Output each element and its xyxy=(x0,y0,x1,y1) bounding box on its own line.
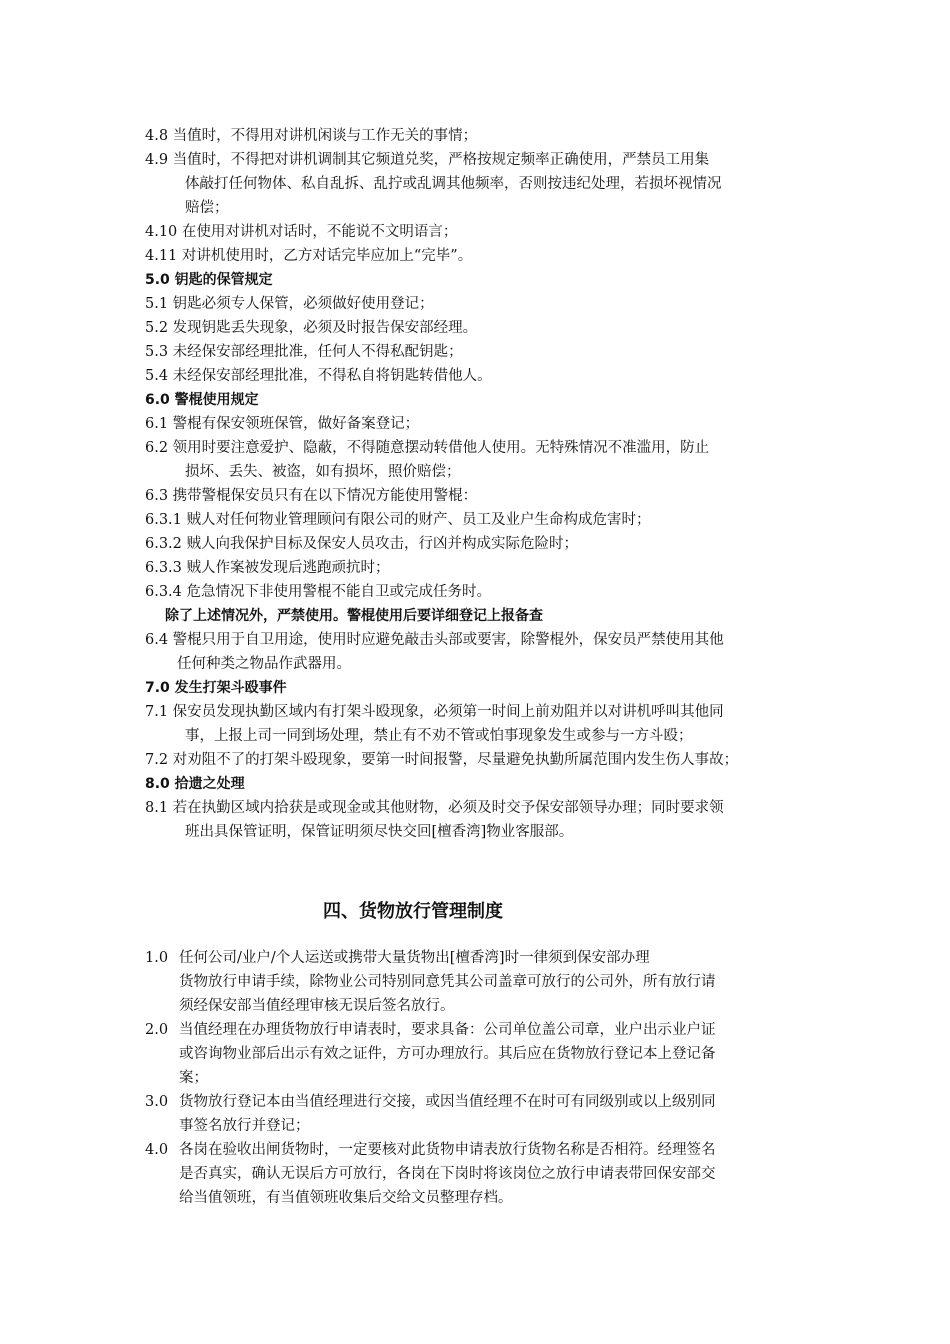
rule-line xyxy=(145,946,815,970)
rule-line: 4.9 当值时，不得把对讲机调制其它频道兑奖，严格按规定频率正确使用，严禁员工用集 xyxy=(145,152,710,168)
rule-line: 赔偿； xyxy=(185,200,229,216)
rule-line: 5.3 未经保安部经理批准，任何人不得私配钥匙； xyxy=(145,344,463,360)
rule-line: 4.10 在使用对讲机对话时，不能说不文明语言； xyxy=(145,224,458,240)
item-number: 4.0 xyxy=(145,1142,169,1158)
rule-line: 8.1 若在执勤区域内拾获是或现金或其他财物，必须及时交予保安部领导办理；同时要求领 xyxy=(145,800,724,816)
rule-line: 或咨询物业部后出示有效之证件，方可办理放行。其后应在货物放行登记本上登记备 xyxy=(179,1046,716,1062)
rule-line: 6.1 警棍有保安领班保管，做好备案登记； xyxy=(145,416,420,432)
rule-line: 事签名放行并登记； xyxy=(179,1118,310,1134)
regulation-list xyxy=(145,124,815,844)
cargo-rule-item xyxy=(145,1018,815,1090)
rule-line: 损坏、丢失、被盗，如有损坏，照价赔偿； xyxy=(185,464,461,480)
section-subheading: 8.0 拾遗之处理 xyxy=(145,776,245,792)
section-subheading: 6.0 警棍使用规定 xyxy=(145,392,259,408)
item-number: 2.0 xyxy=(145,1022,169,1038)
section-subheading: 5.0 钥匙的保管规定 xyxy=(145,272,273,288)
section-subheading: 7.0 发生打架斗殴事件 xyxy=(145,680,287,696)
rule-line: 5.2 发现钥匙丢失现象，必须及时报告保安部经理。 xyxy=(145,320,478,336)
emphasis-note: 除了上述情况外，严禁使用。警棍使用后要详细登记上报备查 xyxy=(165,608,543,624)
cargo-rule-item xyxy=(145,946,815,1018)
rule-line: 案； xyxy=(179,1070,208,1086)
rule-text: 各岗在验收出闸货物时，一定要核对此货物申请表放行货物名称是否相符。经理签名 xyxy=(179,1142,716,1158)
rule-text: 货物放行登记本由当值经理进行交接，或因当值经理不在时可有同级别或以上级别同 xyxy=(179,1094,716,1110)
section-heading: 四、货物放行管理制度 xyxy=(323,901,503,922)
rule-line: 4.11 对讲机使用时，乙方对话完毕应加上“完毕”。 xyxy=(145,248,473,264)
rule-line: 6.4 警棍只用于自卫用途，使用时应避免敲击头部或要害，除警棍外，保安员严禁使用其他 xyxy=(145,632,724,648)
item-number: 1.0 xyxy=(145,950,169,966)
rule-line: 5.1 钥匙必须专人保管，必须做好使用登记； xyxy=(145,296,434,312)
rule-text: 当值经理在办理货物放行申请表时，要求具备：公司单位盖公司章，业户出示业户证 xyxy=(179,1022,716,1038)
rule-line: 7.1 保安员发现执勤区域内有打架斗殴现象，必须第一时间上前劝阻并以对讲机呼叫其他同 xyxy=(145,704,724,720)
cargo-release-rules xyxy=(145,946,815,1210)
rule-line: 6.3.1 贼人对任何物业管理顾问有限公司的财产、员工及业户生命构成危害时； xyxy=(145,512,651,528)
rule-line: 事，上报上司一同到场处理，禁止有不劝不管或怕事现象发生或参与一方斗殴； xyxy=(185,728,693,744)
rule-line: 7.2 对劝阻不了的打架斗殴现象，要第一时间报警，尽量避免执勤所属范围内发生伤人事故； xyxy=(145,752,739,768)
rule-text: 任何公司/业户/个人运送或携带大量货物出[檀香湾]时一律须到保安部办理 xyxy=(179,950,650,966)
rule-line: 5.4 未经保安部经理批准，不得私自将钥匙转借他人。 xyxy=(145,368,492,384)
rule-line: 是否真实，确认无误后方可放行，各岗在下岗时将该岗位之放行申请表带回保安部交 xyxy=(179,1166,716,1182)
rule-line: 6.3.2 贼人向我保护目标及保安人员攻击，行凶并构成实际危险时； xyxy=(145,536,579,552)
rule-line: 货物放行申请手续，除物业公司特别同意凭其公司盖章可放行的公司外，所有放行请 xyxy=(179,974,716,990)
rule-line: 4.8 当值时，不得用对讲机闲谈与工作无关的事情； xyxy=(145,128,478,144)
item-number: 3.0 xyxy=(145,1094,169,1110)
rule-line: 班出具保管证明，保管证明须尽快交回[檀香湾]物业客服部。 xyxy=(185,824,574,840)
rule-line: 须经保安部当值经理审核无误后签名放行。 xyxy=(179,998,455,1014)
rule-line: 体敲打任何物体、私自乱拆、乱拧或乱调其他频率，否则按违纪处理，若损坏视情况 xyxy=(185,176,722,192)
rule-line: 任何种类之物品作武器用。 xyxy=(177,656,351,672)
rule-line: 6.3.4 危急情况下非使用警棍不能自卫或完成任务时。 xyxy=(145,584,492,600)
rule-line xyxy=(145,1138,815,1162)
cargo-rule-item xyxy=(145,1090,815,1138)
rule-line: 6.3.3 贼人作案被发现后逃跑顽抗时； xyxy=(145,560,390,576)
rule-line xyxy=(145,1018,815,1042)
rule-line xyxy=(145,1090,815,1114)
rule-line: 6.3 携带警棍保安员只有在以下情况方能使用警棍： xyxy=(145,488,478,504)
rule-line: 6.2 领用时要注意爱护、隐蔽，不得随意摆动转借他人使用。无特殊情况不准滥用，防止 xyxy=(145,440,710,456)
rule-line: 给当值领班，有当值领班收集后交给文员整理存档。 xyxy=(179,1190,513,1206)
cargo-rule-item xyxy=(145,1138,815,1210)
